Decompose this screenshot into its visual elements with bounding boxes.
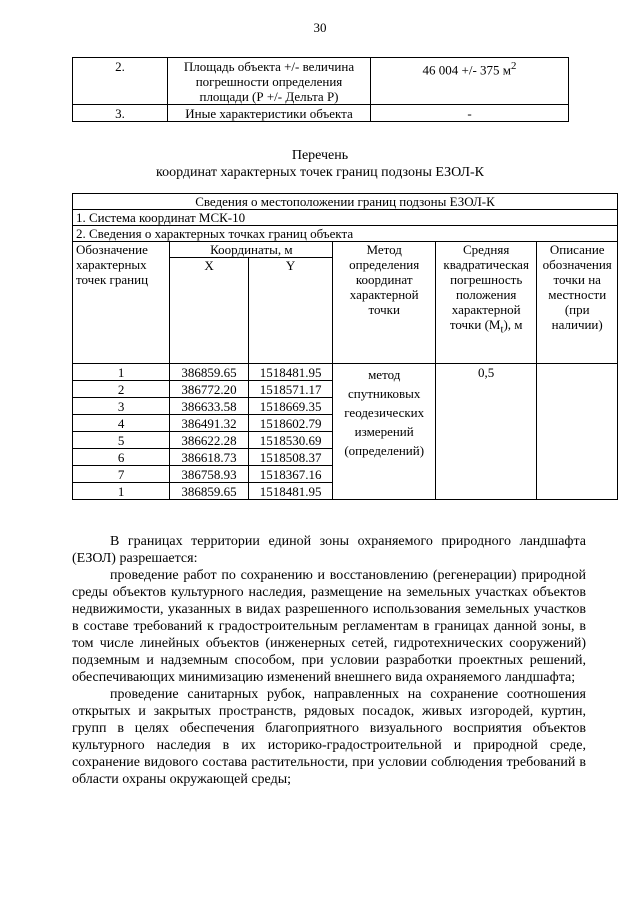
header-error: Средняя квадратическая погрешность положения характерной точки $(M_t)$, м xyxy=(435,242,536,364)
heading-line2: координат характерных точек границ подзоны ЕЗОЛ-К xyxy=(155,165,484,180)
page-number: 30 xyxy=(313,20,327,35)
point-id: 2 xyxy=(73,381,170,398)
error-value: 0,5 xyxy=(435,364,536,500)
point-x: 386859.65 xyxy=(170,483,248,500)
point-id: 4 xyxy=(73,415,170,432)
coordinates-table xyxy=(72,193,618,500)
header-y: Y xyxy=(248,258,333,364)
point-x: 386633.58 xyxy=(170,398,248,415)
header-designation: Обозначение характерных точек границ xyxy=(73,242,170,364)
header-x: X xyxy=(170,258,248,364)
point-id: 1 xyxy=(73,364,170,381)
table-row xyxy=(73,58,569,105)
point-y: 1518481.95 xyxy=(248,483,333,500)
point-y: 1518571.17 xyxy=(248,381,333,398)
point-id: 6 xyxy=(73,449,170,466)
object-characteristics-table xyxy=(72,57,569,122)
point-y: 1518367.16 xyxy=(248,466,333,483)
point-id: 5 xyxy=(73,432,170,449)
point-y: 1518602.79 xyxy=(248,415,333,432)
header-method: Метод определения координат характерной точки xyxy=(333,242,436,364)
coordinate-system: 1. Система координат МСК-10 xyxy=(73,210,618,226)
row-number: 3. xyxy=(73,105,168,122)
point-y: 1518669.35 xyxy=(248,398,333,415)
table-title: Сведения о местоположении границ подзоны ЕЗОЛ-К xyxy=(73,194,618,210)
point-id: 1 xyxy=(73,483,170,500)
point-y: 1518530.69 xyxy=(248,432,333,449)
point-x: 386618.73 xyxy=(170,449,248,466)
header-description: Описание обозначения точки на местности (при наличии) xyxy=(537,242,618,364)
body-text xyxy=(72,533,586,788)
table-row xyxy=(73,364,618,381)
row-label: Иные характеристики объекта xyxy=(168,105,371,122)
point-id: 3 xyxy=(73,398,170,415)
row-value: 46 004 +/- 375 $м^2$ xyxy=(371,58,569,105)
paragraph-sanitary: проведение санитарных рубок, направленных на сохранение соотношения открытых и закрытых пространств, рядовых посадок, живых изгородей, куртин, групп в целях обеспечения благоприятного визуального восприятия объектов культурного наследия в их историко-градостроительной и природной среде, сохранение видового состава растительности, при условии соблюдения требований в области охраны окружающей среды; xyxy=(72,687,586,787)
paragraph-works: проведение работ по сохранению и восстановлению (регенерации) природной среды объектов культурного наследия, размещение на земельных участках объектов недвижимости, указанных в видах разрешенного использования земельных участков в составе требований к градостроительным регламентам в границах данной зоны, в том числе линейных объектов (инженерных сетей, гидротехнических сооружений) подземным и надземным способом, при условии разработки проектных решений, обеспечивающих минимизацию изменений внешнего вида охраняемого ландшафта; xyxy=(72,568,586,685)
table-row xyxy=(73,105,569,122)
heading-line1: Перечень xyxy=(291,148,349,163)
description-value xyxy=(537,364,618,500)
point-y: 1518481.95 xyxy=(248,364,333,381)
list-heading xyxy=(0,147,640,181)
point-id: 7 xyxy=(73,466,170,483)
point-y: 1518508.37 xyxy=(248,449,333,466)
section-title: 2. Сведения о характерных точках границ объекта xyxy=(73,226,618,242)
point-x: 386622.28 xyxy=(170,432,248,449)
point-x: 386859.65 xyxy=(170,364,248,381)
method-value: метод спутниковых геодезических измерений (определений) xyxy=(333,364,436,500)
row-number: 2. xyxy=(73,58,168,105)
point-x: 386491.32 xyxy=(170,415,248,432)
point-x: 386772.20 xyxy=(170,381,248,398)
header-coords: Координаты, м xyxy=(170,242,333,258)
point-x: 386758.93 xyxy=(170,466,248,483)
row-value: - xyxy=(371,105,569,122)
row-label: Площадь объекта +/- величина погрешности определения площади (Р +/- Дельта Р) xyxy=(168,58,371,105)
paragraph-intro: В границах территории единой зоны охраняемого природного ландшафта (ЕЗОЛ) разрешается: xyxy=(72,534,586,566)
